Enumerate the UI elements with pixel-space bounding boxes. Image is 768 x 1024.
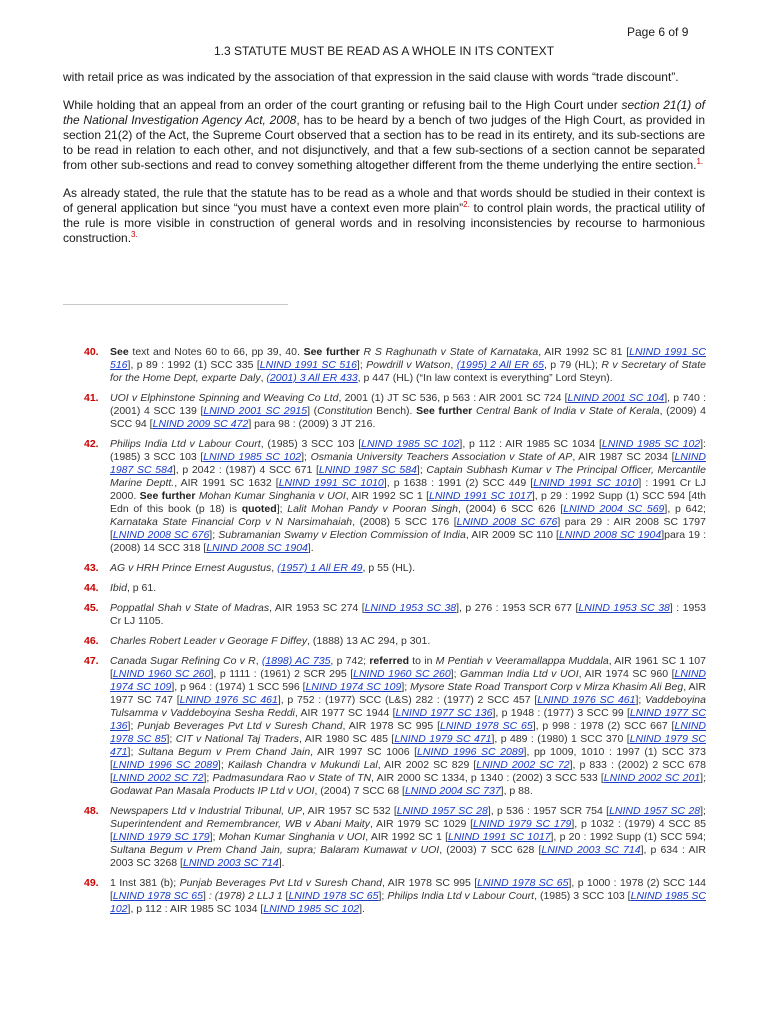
case-citation: Newspapers Ltd v Industrial Tribunal, UP [110,805,303,817]
case-citation: Superintendent and Remembrancer, WB v Abani Maity [110,818,370,830]
case-citation: UOI v Elphinstone Spinning and Weaving Co Ltd [110,392,339,404]
text-run: , AIR 1977 SC 1944 [ [294,707,396,719]
text-run: ]; [378,890,388,902]
bold-term: See further [303,346,360,358]
text-run: ]; [356,359,367,371]
footnote-number: 47. [84,655,99,667]
citation-link[interactable]: LNIND 1991 SC 1017 [447,831,551,843]
text-run: , 2001 (1) JT SC 536, p 563 : AIR 2001 SC 724 [ [338,392,568,404]
text-run: , p 447 (HL) (“In law context is everything” Lord Steyn). [357,372,613,384]
case-citation: Poppatlal Shah v State of Madras [110,602,270,614]
body-paragraph [63,98,705,173]
bold-term: See further [416,405,473,417]
case-citation: : (1978) 2 LLJ 1 [208,890,283,902]
footnote [84,877,706,916]
text-run: ], p 29 : 1992 Supp (1) SCC 594 [4th Edn of this book (p 18) is [110,490,706,515]
text-run: , p 742; [330,655,370,667]
case-citation: Ibid [110,582,127,594]
text-run: ], p 634 : AIR 2003 SC 3268 [ [110,844,706,869]
case-citation: Mohan Kumar Singhania v UOI [218,831,366,843]
text-run: ], p 642; [664,503,706,515]
text-run: [ [282,890,289,902]
case-citation: Godawat Pan Masala Products IP Ltd v UOI [110,785,315,797]
text-run: ], p 998 : 1978 (2) SCC 667 [ [532,720,675,732]
text-run: ]; [700,772,706,784]
citation-link[interactable]: LNIND 1979 SC 179 [112,831,210,843]
case-citation: Vaddeboyina Tulsamma v Vaddeboyina Sesha Reddi [110,694,706,719]
case-citation: Karnataka State Financial Corp v N Narsimahaiah [110,516,353,528]
citation-link[interactable]: LNIND 1987 SC 584 [110,451,706,476]
citation-link[interactable]: LNIND 1996 SC 2089 [112,759,218,771]
text-run: ], p 740 : (2001) 4 SCC 139 [ [110,392,706,417]
footnote-number: 40. [84,346,99,358]
text-run: , AIR 1992 SC 81 [ [538,346,630,358]
text-run: ]; [209,529,219,541]
text-run: , (2004) 7 SCC 68 [ [314,785,405,797]
citation-link[interactable]: (1957) 1 All ER 49 [277,562,363,574]
citation-link[interactable]: LNIND 1953 SC 38 [364,602,457,614]
text-run: text and Notes 60 to 66, pp 39, 40. [128,346,304,358]
text-run: ], p 1032 : (1979) 4 SCC 85 [ [110,818,706,843]
case-citation: Constitution [317,405,373,417]
text-run: , (1985) 3 SCC 103 [ [534,890,631,902]
citation-link[interactable]: LNIND 1960 SC 260 [112,668,211,680]
text-run: , AIR 1987 SC 2034 [ [572,451,675,463]
text-run: ], p 1111 : (1961) 2 SCR 295 [ [210,668,354,680]
case-citation: Captain Subhash Kumar v The Principal Officer, Mercantile Marine Deptt. [110,464,706,489]
citation-link[interactable]: LNIND 1976 SC 461 [179,694,278,706]
citation-link[interactable]: LNIND 2002 SC 72 [112,772,204,784]
footnote-number: 41. [84,392,99,404]
citation-link[interactable]: LNIND 1985 SC 102 [361,438,460,450]
citation-link[interactable]: (1995) 2 All ER 65 [456,359,544,371]
text-run: ]; [450,668,461,680]
footnote-number: 43. [84,562,99,574]
text-run: ] ( [307,405,318,417]
citation-link[interactable]: LNIND 2004 SC 569 [563,503,665,515]
case-citation: Osmania University Teachers Association v State of AP [310,451,573,463]
text-run: , [450,359,457,371]
case-citation: R v Secretary of State for the Home Dept, exparte Daly [110,359,706,384]
citation-link[interactable]: LNIND 1977 SC 136 [110,707,706,732]
citation-link[interactable]: LNIND 1974 SC 109 [305,681,402,693]
text-run: ]para 19 : (2008) 14 SCC 318 [ [110,529,706,554]
case-citation: Sultana Begum v Prem Chand Jain, supra; Balaram Kumawat v UOI [110,844,440,856]
text-run: 1 Inst 381 (b); [110,877,180,889]
footnote [84,655,706,798]
citation-link[interactable]: LNIND 1957 SC 28 [609,805,701,817]
text-run: While holding that an appeal from an order of the court granting or refusing bail to the High Court under [63,98,622,112]
citation-link[interactable]: LNIND 1960 SC 260 [353,668,451,680]
citation-link[interactable]: LNIND 2003 SC 714 [541,844,641,856]
case-citation: CIT v National Taj Traders [175,733,300,745]
citation-link[interactable]: LNIND 1985 SC 102 [110,890,706,915]
text-run: , AIR 2000 SC 1334, p 1340 : (2002) 3 SCC 533 [ [371,772,604,784]
body-text [63,70,705,259]
text-run: , AIR 1953 SC 274 [ [269,602,365,614]
text-run: with retail price as was indicated by the association of that expression in the said clause with words “trade discount”. [63,70,679,84]
bold-term: See [110,346,129,358]
case-citation: Powdrill v Watson [366,359,451,371]
text-run: ], p 20 : 1992 Supp (1) SCC 594; [550,831,706,843]
citation-link[interactable]: LNIND 1996 SC 2089 [417,746,524,758]
text-run: ], p 1638 : 1991 (2) SCC 449 [ [383,477,534,489]
text-run: ]; [217,759,228,771]
case-citation: Gamman India Ltd v UOI [460,668,579,680]
text-run: , AIR 1957 SC 532 [ [302,805,397,817]
citation-link[interactable]: LNIND 1985 SC 102 [263,903,360,915]
citation-link[interactable]: LNIND 1991 SC 1010 [533,477,639,489]
citation-link[interactable]: LNIND 1991 SC 516 [110,346,707,371]
text-run: , (2009) 4 SCC 94 [ [110,405,707,430]
footnote [84,346,706,385]
citation-link[interactable]: LNIND 2008 SC 1904 [558,529,662,541]
citation-link[interactable]: LNIND 1978 SC 85 [110,720,706,745]
footnote-reference[interactable]: 2. [463,200,470,209]
footnote [84,582,706,595]
text-run: ], p 276 : 1953 SCR 677 [ [456,602,579,614]
text-run: ] para 98 : (2009) 3 JT 216. [248,418,376,430]
text-run: ], p 2042 : (1987) 4 SCC 671 [ [172,464,319,476]
text-run: ]; [276,503,288,515]
text-run: ]; [209,831,219,843]
text-run: ]; [301,451,311,463]
text-run: ]. [359,903,365,915]
citation-link[interactable]: (2001) 3 All ER 433 [266,372,358,384]
case-citation: Charles Robert Leader v Georage F Diffey [110,635,308,647]
citation-link[interactable]: LNIND 1979 SC 471 [394,733,492,745]
text-run: , [255,655,262,667]
text-run: , has to be heard by a bench of two judges of the High Court, as provided in section 21(2) of the Act, the Supreme Court observed that a section has to be read in its entirety, and its sub-sections are to be read in relation to each other, and not disjunctively, and that a few sub-sections of a section cannot be separated from other sub-sections and read to convey something altogether different from the theme underlying the entire section. [63,113,705,172]
text-run: , AIR 1992 SC 1 [ [365,831,448,843]
text-run: ], pp 1009, 1010 : 1997 (1) SCC 373 [ [110,746,706,771]
text-run: ]; [166,733,176,745]
text-run: ]; [127,746,138,758]
text-run: ] : 1953 Cr LJ 1105. [110,602,706,627]
citation-link[interactable]: LNIND 2001 SC 2915 [203,405,308,417]
citation-link[interactable]: LNIND 1953 SC 38 [578,602,670,614]
citation-link[interactable]: LNIND 1957 SC 28 [396,805,488,817]
text-run: , [260,372,267,384]
citation-link[interactable]: LNIND 2008 SC 1904 [206,542,308,554]
text-run: Bench). [372,405,417,417]
text-run: ], p 964 : (1974) 1 SCC 596 [ [171,681,306,693]
citation-link[interactable]: LNIND 1978 SC 65 [440,720,533,732]
section-heading: 1.3 STATUTE MUST BE READ AS A WHOLE IN ITS CONTEXT [213,44,555,58]
footnote-reference[interactable]: 3. [131,230,138,239]
text-run: ] [202,890,209,902]
case-citation: Punjab Beverages Pvt Ltd v Suresh Chand [179,877,383,889]
text-run: ]; [635,694,646,706]
text-run: , AIR 1992 SC 1 [ [345,490,429,502]
case-citation: Mysore State Road Transport Corp v Mirza Khasim Ali Beg [410,681,684,693]
text-run: to control plain words, the practical utility of the rule is more visible in construction of general words and in resolving inconsistencies by recourse to harmonious construction. [63,201,705,245]
citation-link[interactable]: LNIND 2004 SC 737 [404,785,501,797]
footnotes-list [84,346,706,923]
footnote [84,805,706,870]
footnote-number: 46. [84,635,99,647]
text-run: , AIR 1978 SC 995 [ [382,877,478,889]
text-run: , AIR 1961 SC 1 107 [ [110,655,706,680]
case-citation: section 21(1) of the National Investigation Agency Act, 2008 [63,98,705,127]
text-run: , p 61. [126,582,157,594]
text-run: , [271,562,278,574]
citation-link[interactable]: LNIND 1974 SC 109 [110,668,706,693]
case-citation: Philips India Ltd v Labour Court [110,438,261,450]
text-run: , AIR 1997 SC 1006 [ [310,746,418,758]
footnote-number: 42. [84,438,99,450]
text-run: ], p 489 : (1980) 1 SCC 370 [ [491,733,630,745]
text-run: , p 55 (HL). [362,562,416,574]
footnote-number: 44. [84,582,99,594]
text-run: ]: (1985) 3 SCC 103 [ [110,438,706,463]
case-citation: R S Raghunath v State of Karnataka [363,346,539,358]
text-run: , AIR 2002 SC 829 [ [377,759,477,771]
text-run: , (1888) 13 AC 294, p 301. [307,635,431,647]
citation-link[interactable]: LNIND 1979 SC 471 [110,733,706,758]
text-run: , AIR 1991 SC 1632 [ [174,477,279,489]
text-run: , p 79 (HL); [544,359,602,371]
footnote [84,438,706,555]
case-citation: Sultana Begum v Prem Chand Jain [137,746,311,758]
footnote [84,635,706,648]
text-run: ] : 1991 Cr LJ 2000. [110,477,707,502]
case-citation: Lalit Mohan Pandy v Pooran Singh [287,503,458,515]
case-citation: Mohan Kumar Singhania v UOI [198,490,346,502]
footnote-number: 48. [84,805,99,817]
bold-term: See further [139,490,196,502]
text-run: ], p 1948 : (1977) 3 SCC 99 [ [492,707,630,719]
text-run: ]; [203,772,213,784]
footnote [84,602,706,628]
citation-link[interactable]: LNIND 1978 SC 65 [288,890,379,902]
text-run: ], p 833 : (2002) 2 SCC 678 [ [110,759,706,784]
footnote [84,392,706,431]
citation-link[interactable]: LNIND 2003 SC 714 [182,857,279,869]
case-citation: Subramanian Swamy v Election Commission of India [218,529,466,541]
text-run: , AIR 1974 SC 960 [ [578,668,675,680]
footnote-divider [63,304,288,305]
citation-link[interactable]: LNIND 1979 SC 179 [473,818,572,830]
text-run: ]; [127,720,138,732]
text-run: ], p 752 : (1977) SCC (L&S) 282 : (1977) 2 SCC 457 [ [277,694,538,706]
citation-link[interactable]: LNIND 2008 SC 676 [112,529,210,541]
text-run: , AIR 1979 SC 1029 [ [369,818,474,830]
citation-link[interactable]: LNIND 1991 SC 516 [259,359,357,371]
case-citation: Padmasundara Rao v State of TN [212,772,372,784]
citation-link[interactable]: LNIND 1976 SC 461 [537,694,636,706]
body-paragraph [63,70,705,85]
text-run: ]; [700,805,706,817]
citation-link[interactable]: LNIND 1978 SC 65 [112,890,203,902]
text-run: , AIR 1977 SC 747 [ [110,681,706,706]
text-run: ], p 88. [500,785,533,797]
bold-term: quoted [241,503,277,515]
text-run: , (2008) 5 SCC 176 [ [352,516,457,528]
text-run: , AIR 1978 SC 995 [ [342,720,441,732]
citation-link[interactable]: LNIND 1978 SC 65 [477,877,569,889]
footnote-number: 45. [84,602,99,614]
text-run: As already stated, the rule that the statute has to be read as a whole and that words should be studied in their context is of general application but since “you must have a context even more plain” [63,186,705,215]
case-citation: Punjab Beverages Pvt Ltd v Suresh Chand [137,720,343,732]
citation-link[interactable]: LNIND 1987 SC 584 [318,464,417,476]
text-run: ]. [278,857,285,869]
citation-link[interactable]: LNIND 2001 SC 104 [567,392,665,404]
page-number: Page 6 of 9 [627,25,689,39]
text-run: , (2004) 6 SCC 626 [ [457,503,564,515]
text-run: ], p 112 : AIR 1985 SC 1034 [ [127,903,264,915]
text-run: ], p 1000 : 1978 (2) SCC 144 [ [110,877,706,902]
footnote [84,562,706,575]
citation-link[interactable]: (1898) AC 735 [261,655,331,667]
case-citation: Central Bank of India v State of Kerala [475,405,660,417]
footnote-reference[interactable]: 1. [696,157,704,166]
citation-link[interactable]: LNIND 1977 SC 136 [395,707,493,719]
case-citation: AG v HRH Prince Ernest Augustus [110,562,272,574]
case-citation: M Pentiah v Veeramallappa Muddala [435,655,609,667]
footnote-number: 49. [84,877,99,889]
text-run: ], p 89 : 1992 (1) SCC 335 [ [127,359,260,371]
text-run: , AIR 1980 SC 485 [ [299,733,395,745]
text-run: ] para 29 : AIR 2008 SC 1797 [ [110,516,706,541]
bold-term: referred [369,655,410,667]
citation-link[interactable]: LNIND 1991 SC 1010 [278,477,384,489]
body-paragraph [63,186,705,246]
case-citation: Canada Sugar Refining Co v R [110,655,256,667]
citation-link[interactable]: LNIND 1991 SC 1017 [429,490,532,502]
citation-link[interactable]: LNIND 2008 SC 676 [456,516,558,528]
text-run: ]; [401,681,411,693]
text-run: , (2003) 7 SCC 628 [ [439,844,542,856]
text-run: , AIR 2009 SC 110 [ [465,529,559,541]
text-run: ], p 112 : AIR 1985 SC 1034 [ [459,438,602,450]
citation-link[interactable]: LNIND 1985 SC 102 [601,438,701,450]
citation-link[interactable]: LNIND 2002 SC 201 [603,772,701,784]
citation-link[interactable]: LNIND 2009 SC 472 [152,418,249,430]
text-run: , (1985) 3 SCC 103 [ [260,438,362,450]
case-citation: Kailash Chandra v Mukundi Lal [227,759,378,771]
case-citation: Philips India Ltd v Labour Court [387,890,535,902]
text-run: ]; [416,464,427,476]
text-run: to in [409,655,436,667]
citation-link[interactable]: LNIND 2002 SC 72 [476,759,570,771]
text-run: ]. [307,542,314,554]
citation-link[interactable]: LNIND 1985 SC 102 [203,451,302,463]
text-run: ], p 536 : 1957 SCR 754 [ [487,805,610,817]
